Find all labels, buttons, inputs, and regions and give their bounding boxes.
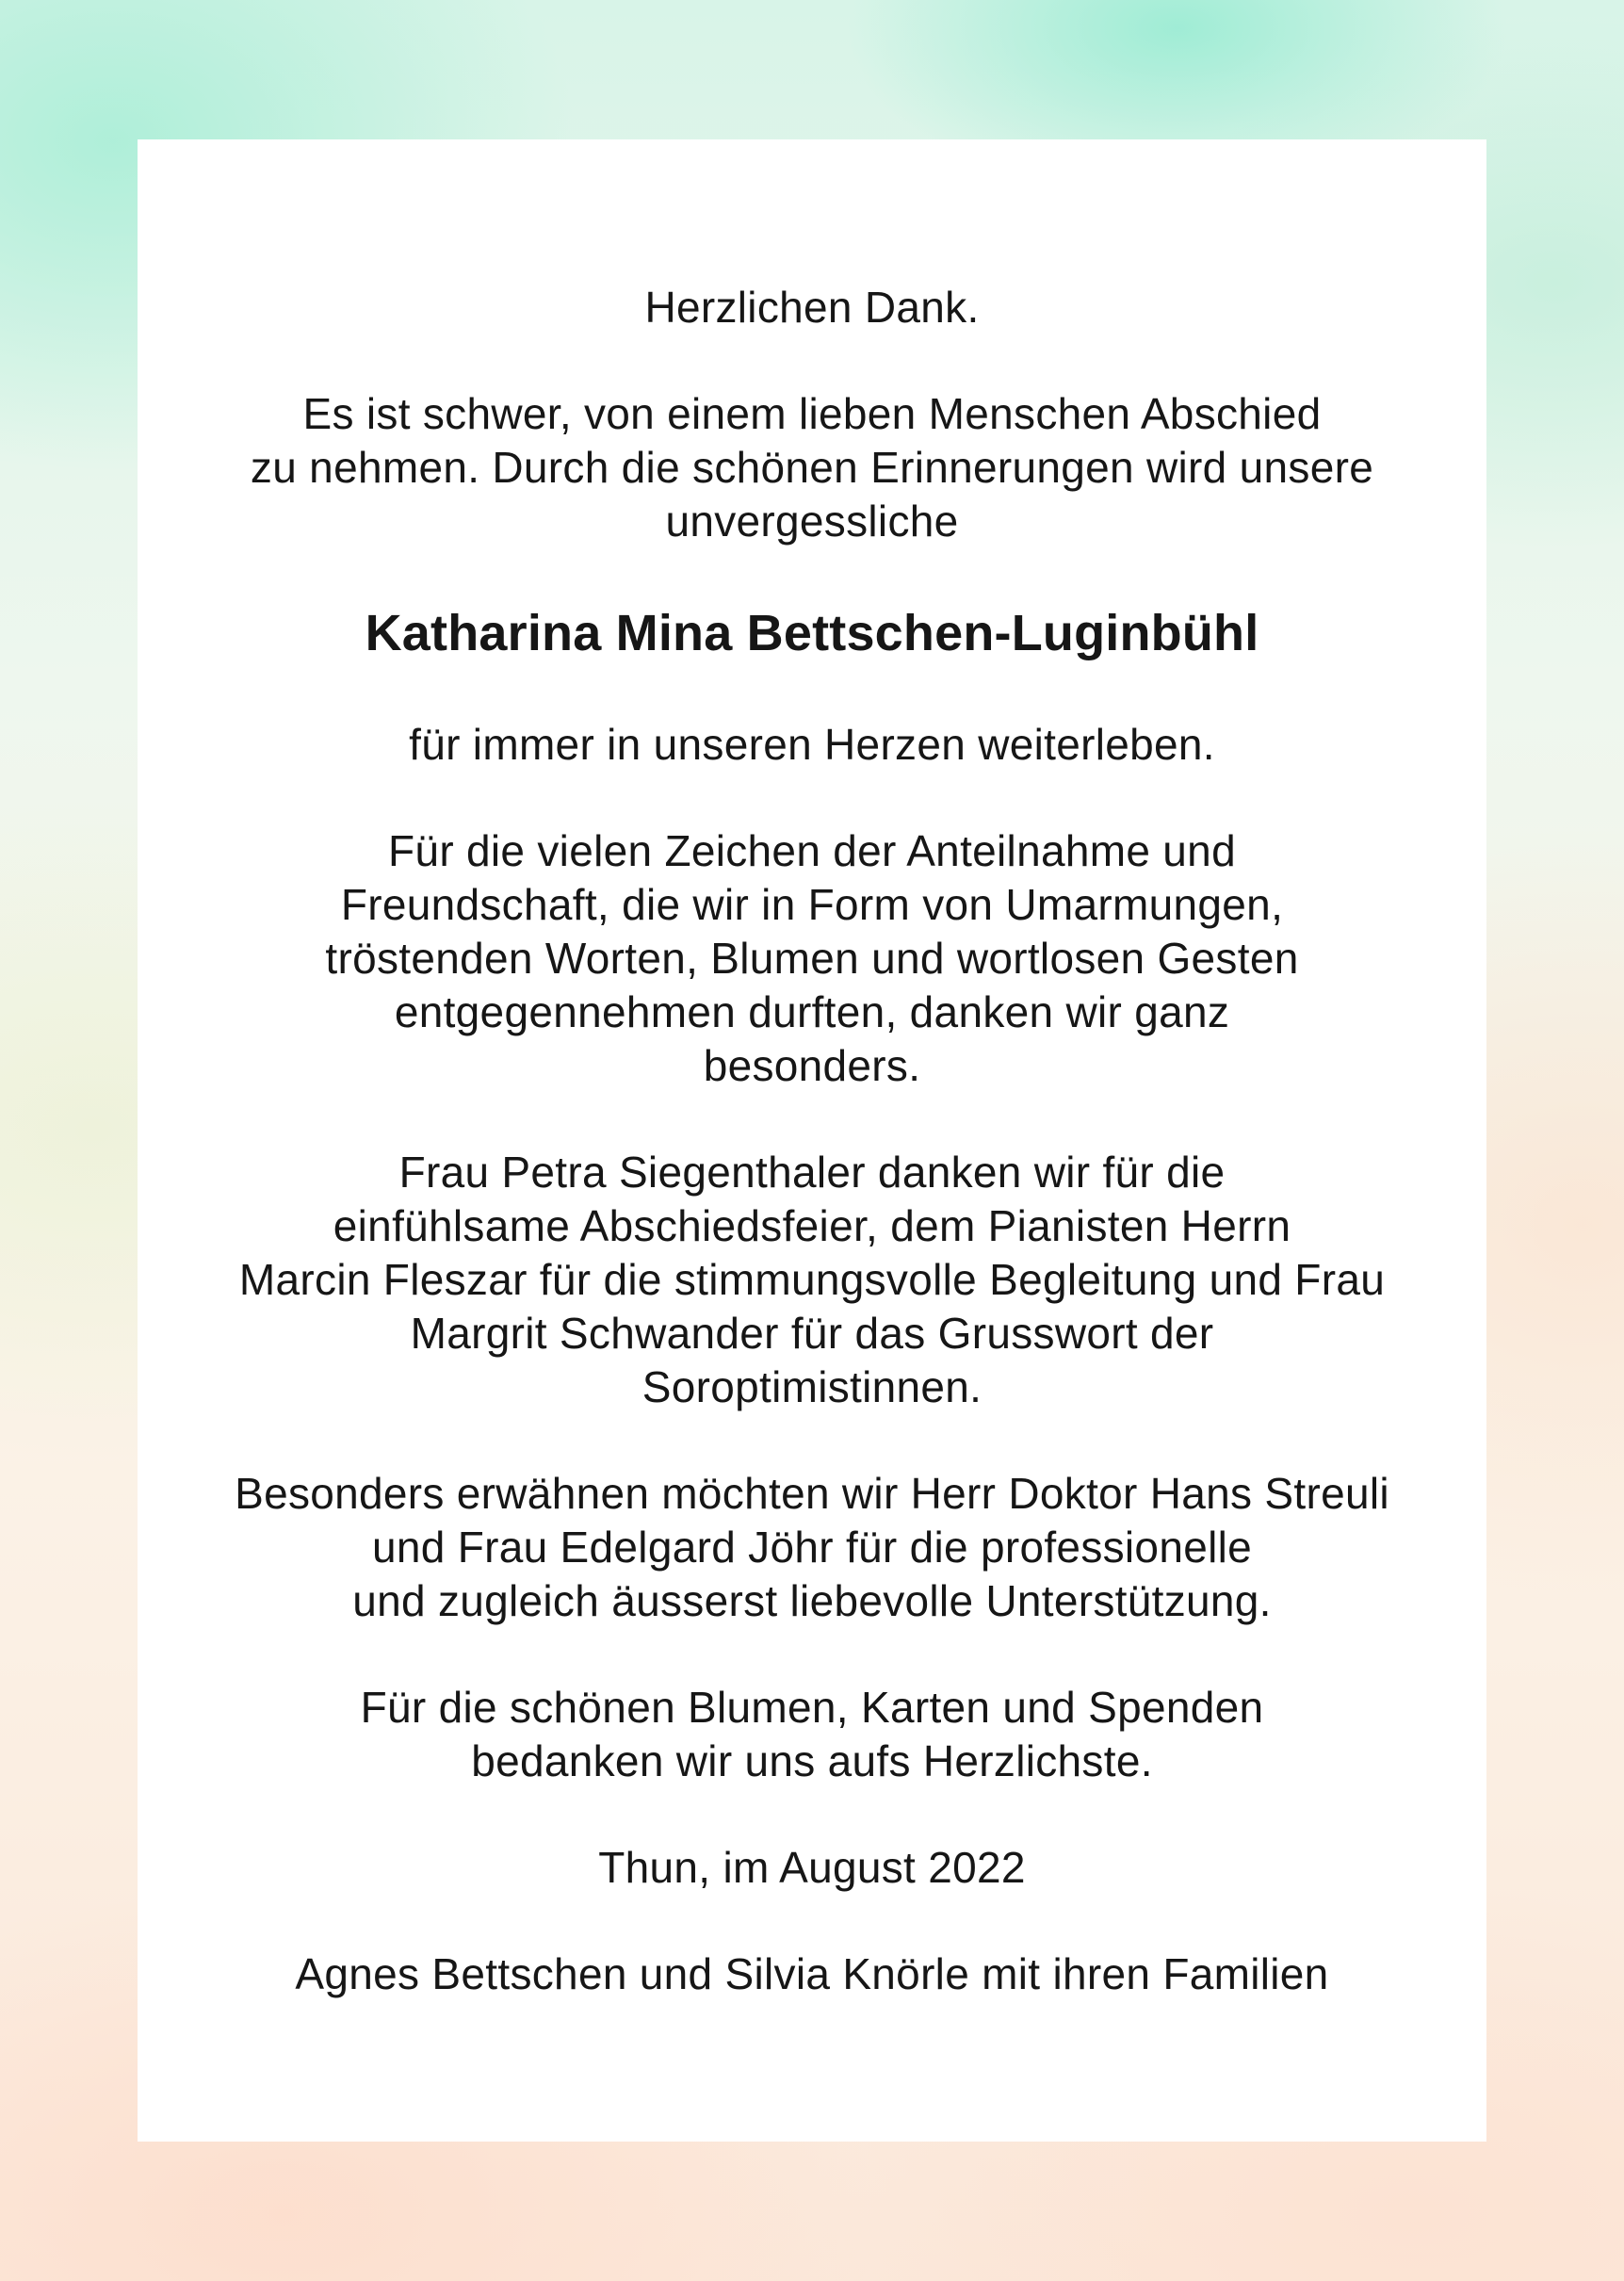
intro-line: Es ist schwer, von einem lieben Menschen Abschied [302,389,1322,438]
intro-line: unvergessliche [665,497,959,546]
sympathy-line: tröstenden Worten, Blumen und wortlosen Gesten [325,934,1299,983]
sympathy-thanks-paragraph [138,824,1486,1093]
intro-line: zu nehmen. Durch die schönen Erinnerungen wird unsere [250,443,1374,492]
medical-line: Besonders erwähnen möchten wir Herr Doktor Hans Streuli [235,1469,1389,1518]
heading-text: Herzlichen Dank. [644,283,980,332]
flowers-thanks-paragraph [138,1681,1486,1788]
flowers-line: bedanken wir uns aufs Herzlichste. [471,1736,1153,1785]
notice-content [138,281,1486,2054]
ceremony-line: Soroptimistinnen. [641,1362,983,1411]
medical-thanks-paragraph [138,1467,1486,1628]
place-date-text: Thun, im August 2022 [598,1843,1026,1892]
signature-text: Agnes Bettschen und Silvia Knörle mit ihren Familien [295,1949,1329,1998]
ceremony-thanks-paragraph [138,1146,1486,1414]
sympathy-line: Für die vielen Zeichen der Anteilnahme und [388,826,1236,875]
medical-line: und Frau Edelgard Jöhr für die professionelle [371,1523,1253,1572]
ceremony-line: Frau Petra Siegenthaler danken wir für die [398,1148,1226,1197]
ceremony-line: Margrit Schwander für das Grusswort der [410,1309,1214,1358]
intro-paragraph [138,387,1486,548]
sympathy-line: Freundschaft, die wir in Form von Umarmungen, [340,880,1284,929]
notice-card [138,139,1486,2142]
sympathy-line: entgegennehmen durften, danken wir ganz [394,987,1230,1036]
heading [138,281,1486,334]
ceremony-line: einfühlsame Abschiedsfeier, dem Pianisten Herrn [333,1201,1291,1250]
medical-line: und zugleich äusserst liebevolle Unterstützung. [352,1576,1272,1625]
flowers-line: Für die schönen Blumen, Karten und Spenden [360,1683,1264,1732]
ceremony-line: Marcin Fleszar für die stimmungsvolle Begleitung und Frau [238,1255,1386,1304]
signature [138,1947,1486,2001]
sympathy-line: besonders. [703,1041,921,1090]
place-date [138,1841,1486,1895]
deceased-name: Katharina Mina Bettschen-Luginbühl [365,605,1259,661]
after-name-paragraph [138,718,1486,772]
after-name-text: für immer in unseren Herzen weiterleben. [409,720,1215,769]
